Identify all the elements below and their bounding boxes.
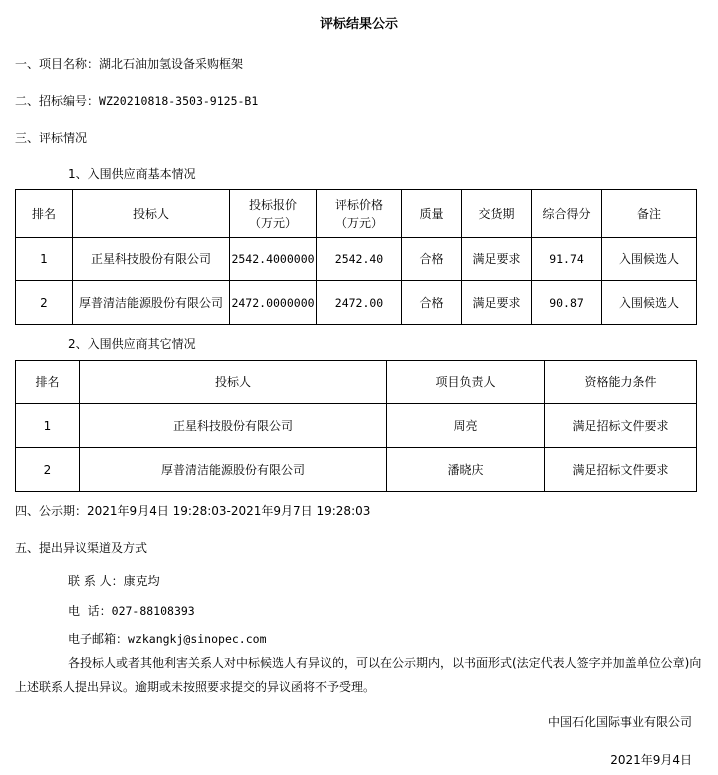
- cell-score: 90.87: [532, 281, 602, 325]
- table-row: [16, 238, 697, 281]
- header-delivery: 交货期: [462, 190, 532, 238]
- other-info-table: [15, 360, 697, 492]
- header-rank: 排名: [16, 190, 73, 238]
- cell-rank: 2: [16, 448, 80, 492]
- contact-person-value: 康克均: [123, 574, 160, 588]
- cell-remark: 入围候选人: [602, 281, 697, 325]
- issue-date: 2021年9月4日: [610, 753, 692, 767]
- cell-bidder: 正星科技股份有限公司: [73, 238, 230, 281]
- header-bidder: 投标人: [73, 190, 230, 238]
- project-name-value: 湖北石油加氢设备采购框架: [99, 57, 244, 71]
- header-rank: 排名: [16, 361, 80, 404]
- tender-number-label: 二、招标编号：: [15, 94, 100, 108]
- cell-rank: 1: [16, 404, 80, 448]
- cell-delivery: 满足要求: [462, 238, 532, 281]
- basic-info-subheading: 1、入围供应商基本情况: [68, 167, 196, 181]
- publicity-period-label: 四、公示期：: [15, 504, 88, 518]
- publicity-period-line: [15, 502, 370, 519]
- cell-qualification: 满足招标文件要求: [545, 448, 697, 492]
- cell-bidder: 厚普清洁能源股份有限公司: [73, 281, 230, 325]
- header-score: 综合得分: [532, 190, 602, 238]
- objection-notice: 各投标人或者其他利害关系人对中标候选人有异议的，可以在公示期内，以书面形式(法定代表人签字并加盖单位公章)向上述联系人提出异议。逾期或未按照要求提交的异议函将不予受理。: [15, 656, 702, 694]
- cell-eval-price: 2472.00: [317, 281, 402, 325]
- cell-rank: 2: [16, 281, 73, 325]
- cell-score: 91.74: [532, 238, 602, 281]
- page-title: 评标结果公示: [319, 17, 398, 32]
- table-header-row: [16, 361, 697, 404]
- cell-eval-price: 2542.40: [317, 238, 402, 281]
- tender-number-value: WZ20210818-3503-9125-B1: [99, 94, 259, 108]
- table-row: [16, 281, 697, 325]
- other-info-subheading: 2、入围供应商其它情况: [68, 337, 196, 351]
- contact-email-value: wzkangkj@sinopec.com: [128, 632, 267, 646]
- objection-heading: 五、提出异议渠道及方式: [15, 541, 148, 555]
- header-remark: 备注: [602, 190, 697, 238]
- cell-manager: 周亮: [387, 404, 545, 448]
- cell-quality: 合格: [402, 281, 462, 325]
- cell-quality: 合格: [402, 238, 462, 281]
- table-header-row: [16, 190, 697, 238]
- table-row: [16, 448, 697, 492]
- header-manager: 项目负责人: [387, 361, 545, 404]
- header-bid-price: 投标报价 （万元）: [230, 190, 317, 238]
- header-quality: 质量: [402, 190, 462, 238]
- table-row: [16, 404, 697, 448]
- cell-bidder: 厚普清洁能源股份有限公司: [80, 448, 387, 492]
- cell-bid-price: 2542.4000000: [230, 238, 317, 281]
- contact-phone-label: 电 话：: [68, 604, 112, 618]
- cell-remark: 入围候选人: [602, 238, 697, 281]
- header-bidder: 投标人: [80, 361, 387, 404]
- tender-number-line: [15, 92, 258, 109]
- header-eval-price: 评标价格 （万元）: [317, 190, 402, 238]
- contact-phone-line: [68, 602, 195, 619]
- issuer-organization: 中国石化国际事业有限公司: [547, 715, 692, 729]
- contact-email-line: [68, 630, 267, 647]
- cell-manager: 潘晓庆: [387, 448, 545, 492]
- cell-rank: 1: [16, 238, 73, 281]
- cell-bidder: 正星科技股份有限公司: [80, 404, 387, 448]
- project-name-label: 一、项目名称：: [15, 57, 100, 71]
- cell-qualification: 满足招标文件要求: [545, 404, 697, 448]
- evaluation-heading: 三、评标情况: [15, 131, 88, 145]
- contact-person-label: 联 系 人：: [68, 574, 124, 588]
- basic-info-table: [15, 189, 697, 325]
- contact-person-line: [68, 572, 160, 589]
- contact-phone-value: 027-88108393: [111, 604, 195, 618]
- cell-bid-price: 2472.0000000: [230, 281, 317, 325]
- publicity-period-value: 2021年9月4日 19:28:03-2021年9月7日 19:28:03: [87, 504, 371, 518]
- header-qualification: 资格能力条件: [545, 361, 697, 404]
- project-name-line: [15, 55, 243, 72]
- contact-email-label: 电子邮箱：: [68, 632, 129, 646]
- cell-delivery: 满足要求: [462, 281, 532, 325]
